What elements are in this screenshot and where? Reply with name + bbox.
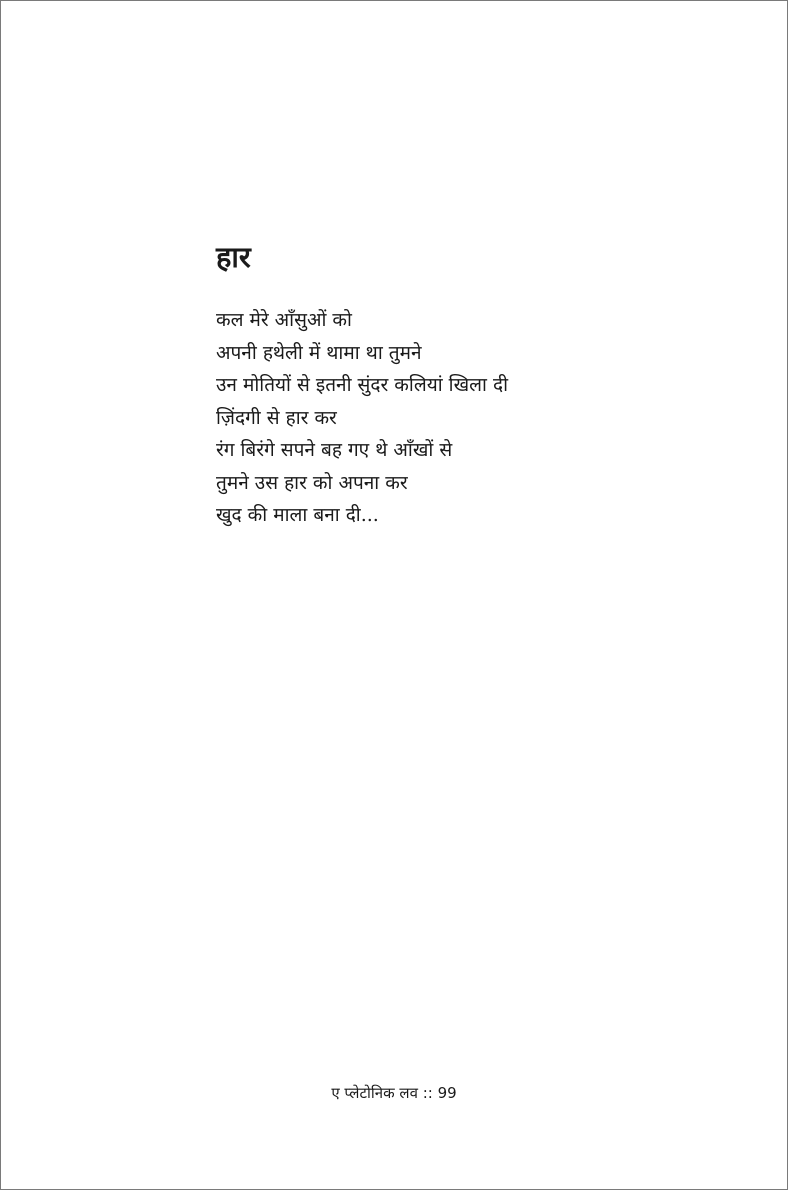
poem-line: तुमने उस हार को अपना कर <box>216 471 408 494</box>
poem-line: खुद की माला बना दी... <box>216 504 379 526</box>
poem-line: रंग बिरंगे सपने बह गए थे आँखों से <box>216 439 453 461</box>
page-footer <box>1 1081 787 1105</box>
poem-line: कल मेरे आँसुओं को <box>216 309 352 331</box>
footer-book-title: ए प्लेटोनिक लव <box>331 1084 418 1102</box>
page-number: 99 <box>437 1084 457 1102</box>
footer-separator: :: <box>422 1084 433 1102</box>
poem-body <box>216 304 508 532</box>
poem-line: उन मोतियों से इतनी सुंदर कलियां खिला दी <box>216 374 508 396</box>
poem-line: अपनी हथेली में थामा था तुमने <box>216 341 422 364</box>
poem-line: ज़िंदगी से हार कर <box>216 406 337 429</box>
poem-title: हार <box>216 240 251 274</box>
